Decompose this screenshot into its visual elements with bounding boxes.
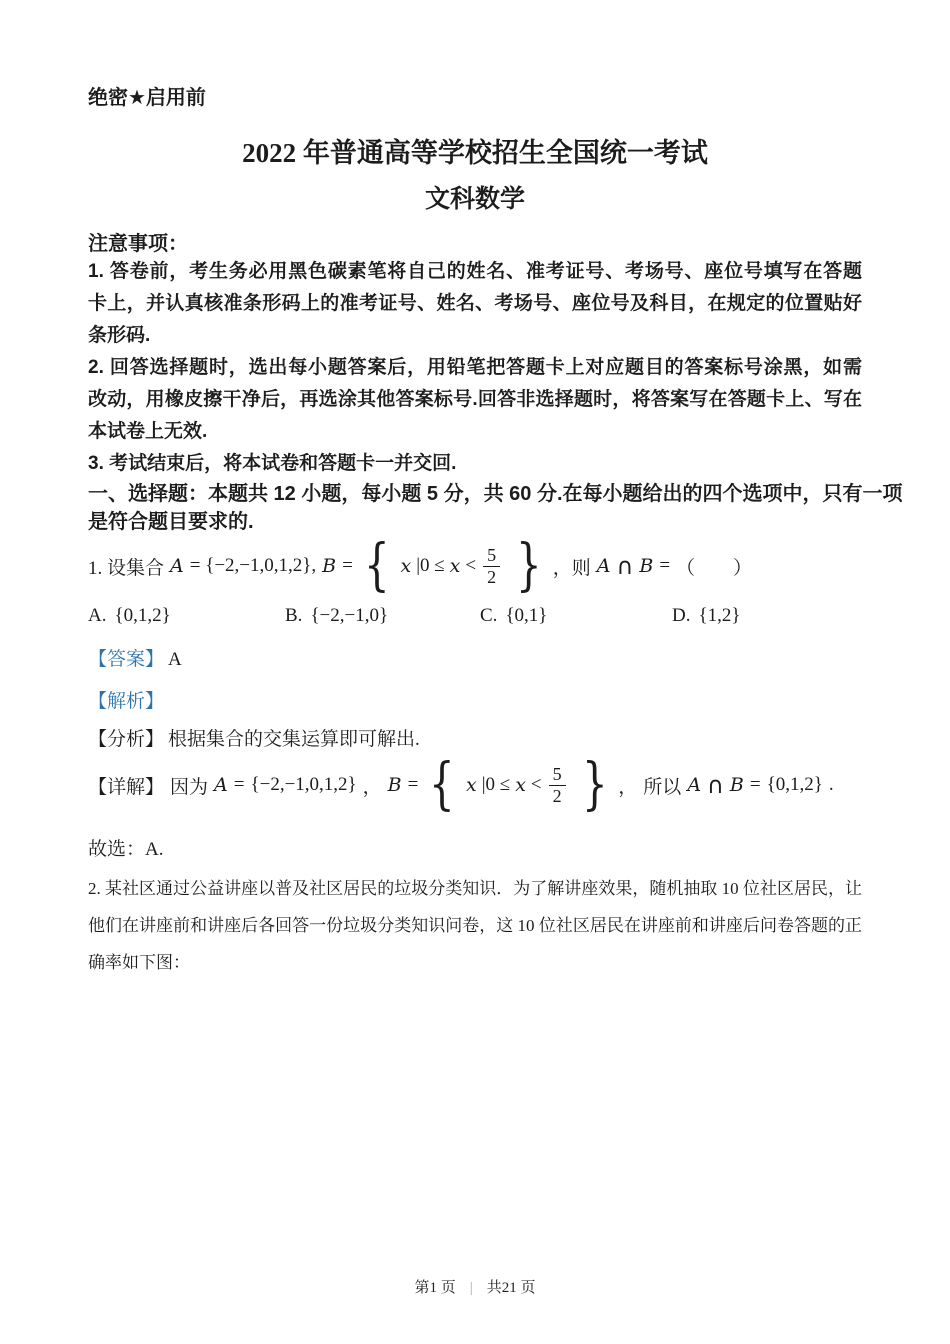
intersection-symbol: ∩ [707,773,724,799]
page-number-total: 共21 页 [486,1280,536,1296]
option-d-value: {1,2} [698,605,741,626]
detail-period: . [828,774,834,795]
detail-eq3: = [749,774,761,795]
notice-item1-line2: 卡上，并认真核准条形码上的准考证号、姓名、考场号、座位号及科目，在规定的位置贴好 [88,293,862,314]
brief-analysis-text: 根据集合的交集运算即可解出. [168,729,420,750]
detail-eq: = [233,774,245,795]
option-d [672,604,862,628]
option-a [88,604,285,628]
answer-label: 【答案】 [88,649,165,670]
detail-cond-x2: x [515,774,526,796]
brief-analysis-row [88,728,862,752]
q1-cond-x1: x [400,555,412,577]
option-d-label: D. [672,605,691,626]
option-b-value: {−2,−1,0} [310,605,389,626]
answer-row [88,648,862,672]
q2-line3: 确率如下图： [88,953,190,972]
detail-cond-x1: x [466,774,477,796]
notice-item2-line2: 改动，用橡皮擦干净后，再选涂其他答案标号.回答非选择题时，将答案写在答题卡上、写在 [88,389,862,410]
fraction-denominator: 2 [549,785,566,807]
answer-value: A [168,649,182,670]
option-b-label: B. [285,605,303,626]
detail-result-set: {0,1,2} [766,774,823,795]
option-a-value: {0,1,2} [114,605,171,626]
question-2-stem [88,870,862,981]
fraction-five-halves [483,545,500,587]
exam-title: 2022 年普通高等学校招生全国统一考试 [242,138,708,168]
q1-then-text: ，则 [552,557,591,579]
detail-so: 所以 [643,776,682,798]
fraction-numerator: 5 [487,544,497,565]
detail-var-a2: A [687,774,702,796]
q1-options [88,604,862,628]
right-brace: } [516,533,542,598]
detail-comma2: ， [618,776,638,798]
detail-cond-lt: < [530,774,542,795]
detail-set-condition [466,764,571,806]
fraction-denominator: 2 [483,566,500,588]
intersection-symbol: ∩ [616,554,634,580]
q1-equals2: = [659,555,671,576]
detail-comma: ， [362,776,382,798]
exam-subject: 文科数学 [424,186,525,213]
analysis-section-row [88,690,862,714]
detail-cond-rel: |0 ≤ [481,774,511,795]
section-heading-line1: 一、选择题：本题共 12 小题，每小题 5 分，共 60 分.在每小题给出的四个选项中，只有一项 [88,483,903,505]
analysis-label: 【解析】 [88,691,165,712]
q2-line1: 2. 某社区通过公益讲座以普及社区居民的垃圾分类知识．为了解讲座效果，随机抽取 10 位社区居民，让 [88,879,862,898]
detail-var-b2: B [729,774,744,796]
detail-set-a: {−2,−1,0,1,2} [250,774,357,795]
q1-var-b2: B [639,555,654,577]
section-heading-line2: 是符合题目要求的. [88,511,254,533]
brief-analysis-label: 【分析】 [88,729,165,750]
left-brace: { [363,533,390,598]
q1-var-a: A [170,555,184,577]
q1-cond-x2: x [449,555,461,577]
option-c-value: {0,1} [505,605,548,626]
page-footer [0,1278,950,1298]
q1-equals: = [342,555,353,576]
q1-set-a: = {−2,−1,0,1,2}, [189,555,317,576]
detail-var-b: B [387,774,402,796]
q1-cond-rel: |0 ≤ [416,555,445,576]
right-brace: } [581,752,608,817]
q1-var-a2: A [596,555,611,577]
notice-item1-line1: 1. 答卷前，考生务必用黑色碳素笔将自己的姓名、准考证号、考场号、座位号填写在答题 [88,261,862,282]
notice-item2-line3: 本试卷上无效. [88,421,208,442]
notice-heading: 注意事项： [88,233,188,255]
fraction-numerator: 5 [552,763,562,784]
q1-cond-lt: < [465,555,477,576]
q1-answer-blank: （ ） [676,557,753,579]
conclusion-text: 故选：A. [88,839,164,860]
page-number-current: 第1 页 [414,1280,456,1296]
detail-eq2: = [407,774,419,795]
security-classification-label: 绝密★启用前 [88,87,206,109]
q1-number-lead: 1. 设集合 [88,557,165,579]
q1-set-condition [400,545,505,587]
option-c-label: C. [480,605,498,626]
detail-var-a: A [214,774,228,796]
detail-label: 【详解】 [88,776,165,798]
notice-item1-line3: 条形码. [88,325,151,346]
footer-separator: | [469,1280,473,1296]
detail-because: 因为 [170,776,209,798]
q2-line2: 他们在讲座前和讲座后各回答一份垃圾分类知识问卷，这 10 位社区居民在讲座前和讲座后问卷答题的正 [88,916,862,935]
option-c [480,604,672,628]
option-a-label: A. [88,605,107,626]
notice-item3: 3. 考试结束后，将本试卷和答题卡一并交回. [88,453,457,474]
option-b [285,604,480,628]
question-1-stem [88,533,862,598]
fraction-five-halves [549,764,566,806]
q1-var-b: B [322,555,337,577]
left-brace: { [429,752,456,817]
notice-item2-line1: 2. 回答选择题时，选出每小题答案后，用铅笔把答题卡上对应题目的答案标号涂黑，如需 [88,357,862,378]
detailed-solution-row [88,754,862,816]
